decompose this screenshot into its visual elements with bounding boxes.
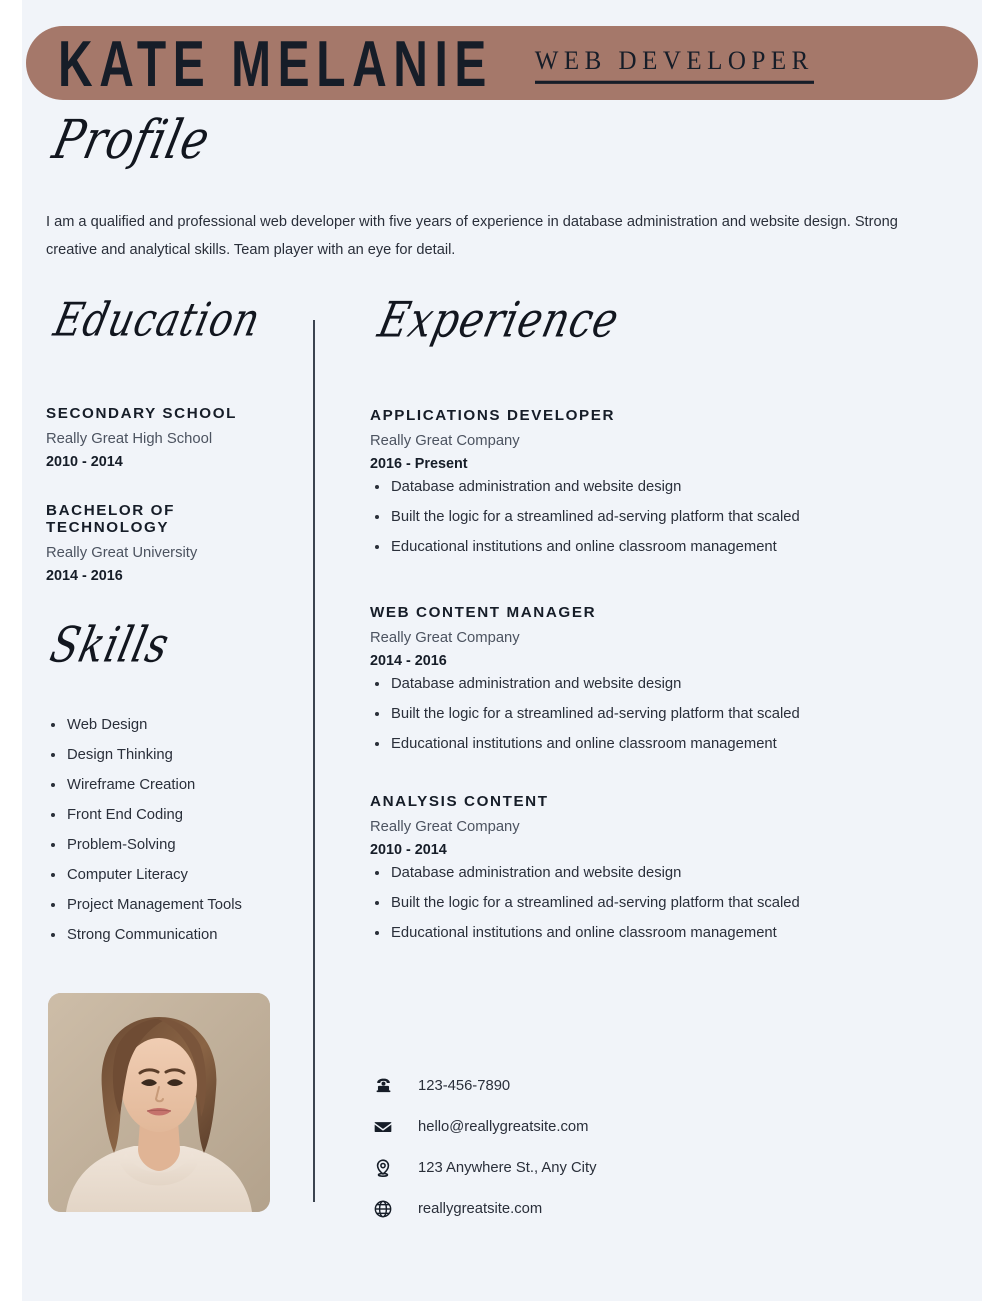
education-entry-institution: Really Great High School [46,431,213,447]
list-item: Built the logic for a streamlined ad-serving platform that scaled [370,699,930,729]
experience-entry-title: APPLICATIONS DEVELOPER [370,407,616,424]
experience-entry-company: Really Great Company [370,433,520,449]
role-wrapper [535,48,814,83]
contact-list [370,1065,790,1229]
list-item: Database administration and website design [370,472,930,502]
experience-entry-title: WEB CONTENT MANAGER [370,604,597,621]
skills-section [45,617,301,950]
role-subtitle: WEB DEVELOPER [535,47,814,84]
contact-value-website: reallygreatsite.com [418,1200,543,1217]
experience-bullet-list [370,472,930,562]
profile-heading: Profile [47,109,217,172]
contact-value-email: hello@reallygreatsite.com [418,1118,589,1135]
list-item: Strong Communication [46,920,301,950]
phone-icon [370,1076,396,1095]
list-item: Computer Literacy [46,860,301,890]
experience-entry [370,604,930,759]
contact-row-address[interactable] [370,1147,790,1188]
list-item: Educational institutions and online classroom management [370,918,930,948]
page-title: KATE MELANIE [58,26,493,100]
education-entry-dates: 2014 - 2016 [46,568,123,584]
education-entry [46,405,301,470]
experience-bullet-list [370,858,930,948]
experience-heading: Experience [373,292,625,349]
list-item: Database administration and website design [370,669,930,699]
list-item: Design Thinking [46,740,301,770]
list-item: Wireframe Creation [46,770,301,800]
experience-entry-dates: 2010 - 2014 [370,842,447,858]
list-item: Project Management Tools [46,890,301,920]
avatar [48,993,270,1212]
list-item: Built the logic for a streamlined ad-serving platform that scaled [370,502,930,532]
location-pin-icon [370,1158,396,1178]
portrait-illustration [48,993,270,1212]
education-entry-title: SECONDARY SCHOOL [46,405,237,422]
header-banner [26,26,978,100]
contact-row-email[interactable] [370,1106,790,1147]
education-entry-title: BACHELOR OF TECHNOLOGY [46,502,175,536]
experience-entry [370,793,930,948]
experience-entry-company: Really Great Company [370,630,520,646]
right-column [370,292,930,982]
education-entry-institution: Really Great University [46,545,198,561]
education-heading: Education [49,292,266,347]
profile-text: I am a qualified and professional web developer with five years of experience in database administration and website design. Strong creative and analytical skills. Team player with an eye for detail. [46,214,898,258]
list-item: Front End Coding [46,800,301,830]
globe-icon [370,1199,396,1219]
contact-value-phone: 123-456-7890 [418,1077,511,1094]
experience-entry-company: Really Great Company [370,819,520,835]
education-entry-dates: 2010 - 2014 [46,454,123,470]
list-item: Web Design [46,710,301,740]
experience-bullet-list [370,669,930,759]
column-divider [313,320,315,1202]
experience-entry-title: ANALYSIS CONTENT [370,793,549,810]
list-item: Educational institutions and online classroom management [370,532,930,562]
contact-row-website[interactable] [370,1188,790,1229]
contact-value-address: 123 Anywhere St., Any City [418,1159,597,1176]
experience-entry-dates: 2014 - 2016 [370,653,447,669]
skills-list [46,710,301,950]
left-column [45,292,301,950]
experience-list [370,407,930,948]
experience-entry [370,407,930,562]
envelope-icon [370,1117,396,1137]
list-item: Problem-Solving [46,830,301,860]
list-item: Built the logic for a streamlined ad-serving platform that scaled [370,888,930,918]
contact-row-phone[interactable] [370,1065,790,1106]
list-item: Educational institutions and online classroom management [370,729,930,759]
experience-entry-dates: 2016 - Present [370,456,468,472]
skills-heading: Skills [45,617,175,674]
education-entry [46,502,301,584]
education-list [46,405,301,584]
list-item: Database administration and website design [370,858,930,888]
